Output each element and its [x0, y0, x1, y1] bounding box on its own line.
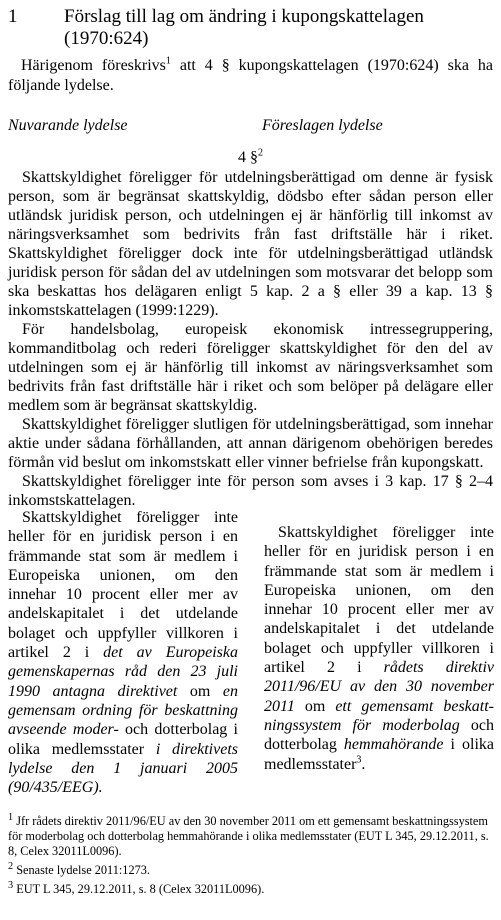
common-text [8, 168, 493, 510]
section-number: 1 [8, 6, 18, 27]
current-italic-2: en gemensam ordning för beskattning avseende moder- [8, 682, 238, 739]
paragraph-label: 4 § [238, 149, 258, 166]
body-paragraph-3: Skattskyldighet föreligger slutligen för utdelningsberättigad, som innehar aktie under sådana förhållanden, att annan därigenom obehörigen beredes förmån vid beslut om inkomstskatt eller vinner befrielse från kupongskatt. [8, 416, 493, 471]
column-heading-proposed: Föreslagen lydelse [262, 117, 383, 134]
column-heading-current: Nuvarande lydelse [8, 117, 128, 134]
current-wording-cell [8, 508, 238, 797]
body-paragraph-4: Skattskyldighet föreligger inte för person som avses i 3 kap. 17 § 2–4 inkomstskattelagen. [8, 473, 493, 509]
current-text-2: om [177, 682, 223, 700]
intro-text-a: Härigenom föreskrivs [21, 57, 166, 74]
footnote-2-mark: 2 [8, 861, 14, 873]
body-paragraph-1: Skattskyldighet föreligger för utdelningsberättigad om denne är fysisk person, som är begränsat skattskyldig, dödsbo efter sådan person eller utländsk juridisk person, och utdelningen ej är hänförlig till inkomst av näringsverksamhet som bedrivits från fast driftställe här i riket. Skattskyldighet föreligger dock inte för utdelningsberättigad utländsk juridisk person för sådan del av utdelningen som motsvarar det belopp som ska beskattas hos delägaren enligt 5 kap. 2 a § eller 39 a kap. 13 § inkomstskattelagen (1999:1229). [8, 169, 493, 319]
footnote-ref-3[interactable]: 3 [356, 754, 362, 766]
current-text-1: Skattskyldighet föreligger inte heller för en juridisk person i en främmande stat som är medlem i Europeiska unionen, om den innehar 10 procent eller mer av andelskapitalet i det utdelande bolaget och uppfyller villkoren i artikel 2 i [8, 509, 238, 662]
footnote-1-mark: 1 [8, 812, 14, 823]
current-text-3: och dotterbolag i olika medlemsstater [8, 721, 238, 758]
footnote-2-text: Senaste lydelse 2011:1273. [13, 863, 150, 878]
document-title: Förslag till lag om ändring i kupongskattelagen (1970:624) [64, 6, 424, 49]
footnote-1-text: Jfr rådets direktiv 2011/96/EU av den 30 november 2011 om ett gemensamt beskattningssystem för moderbolag och dotterbolag hemmahörande i olika medlemsstater (EUT L 345, 29.12.2011, s. 8, Celex 32011L0096). [8, 814, 489, 859]
footnote-3 [8, 878, 496, 897]
current-italic-1: det av Europeiska gemenskapernas råd den 23 juli 1990 antagna direktivet [8, 644, 239, 700]
paragraph-number [8, 149, 493, 167]
footnote-ref-1[interactable]: 1 [165, 55, 171, 67]
intro-text-b: att 4 § kupongskattelagen (1970:624) ska ha följande lydelse. [8, 57, 493, 94]
current-italic-3: i direktivets lydelse den 1 januari 2005 (90/435/EEG). [8, 740, 239, 797]
proposed-italic-3: hemmahörande [343, 736, 444, 754]
proposed-text-4: i olika medlemsstater [264, 736, 494, 773]
body-paragraph-2: För handelsbolag, europeisk ekonomisk intressegruppering, kommanditbolag och rederi föreligger skattskyldighet för den del av utdelningen som ej är hänförlig till inkomst av näringsverksamhet som bedrivits från fast driftställe här i riket och som belöper på delägare eller medlem som är begränsat skattskyldig. [8, 321, 493, 414]
footnote-3-mark: 3 [8, 880, 14, 892]
footnote-3-text: EUT L 345, 29.12.2011, s. 8 (Celex 32011L0096). [13, 882, 265, 897]
proposed-italic-1: rådets direktiv 2011/96/EU av den 30 november 2011 [264, 659, 494, 715]
proposed-text-5: . [361, 755, 366, 773]
proposed-text-3: och dotterbolag [264, 716, 494, 754]
footnotes [8, 810, 496, 897]
footnote-2 [8, 859, 496, 878]
footnote-1 [8, 810, 496, 859]
footnote-ref-2[interactable]: 2 [258, 147, 263, 159]
proposed-italic-2: ett gemensamt beskatt-ningssystem för moderbolag [264, 697, 494, 734]
intro-paragraph [8, 56, 493, 96]
proposed-text-2: om [294, 697, 336, 715]
proposed-wording-cell [264, 523, 494, 774]
proposed-text-1: Skattskyldighet föreligger inte heller för en juridisk person i en främmande stat som är medlem i Europeiska unionen, om den innehar 10 procent eller mer av andelskapitalet i det utdelande bolaget och uppfyller villkoren i artikel 2 i [264, 524, 494, 677]
